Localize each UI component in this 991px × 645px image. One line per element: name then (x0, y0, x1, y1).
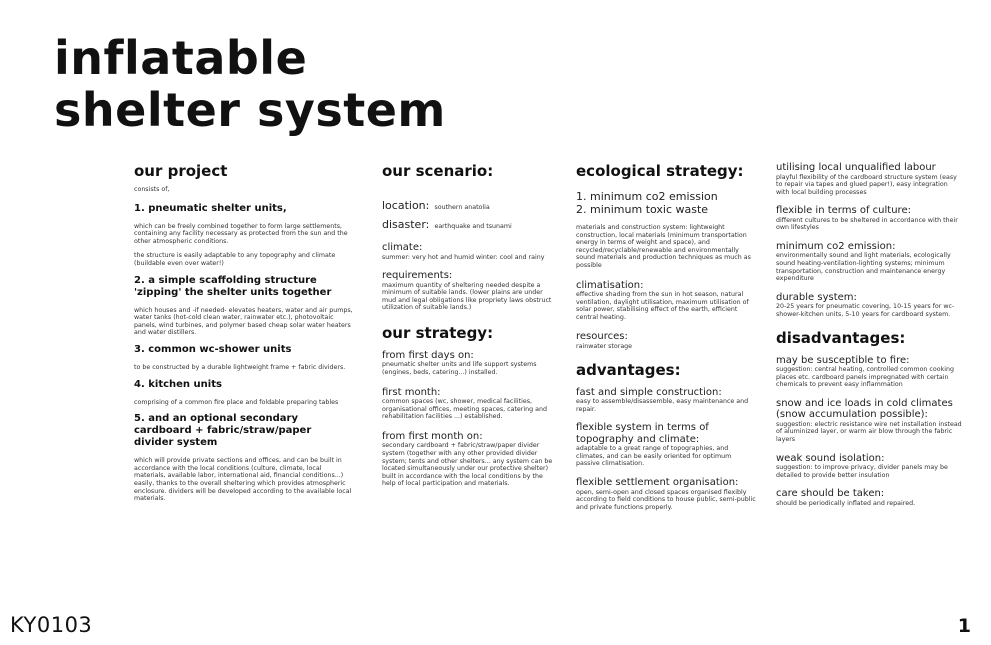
advantage-1-label: fast and simple construction: (576, 386, 722, 398)
disadvantage-care-body: should be periodically inflated and repaired. (776, 499, 916, 507)
page-number: 1 (957, 615, 971, 637)
location-value: southern anatolia (434, 204, 490, 211)
requirements-label: requirements: (382, 270, 453, 282)
advantage-durable-body: 20-25 years for pneumatic covering, 10-15 years for wc-shower-kitchen units, 5-10 years for cardboard system. (776, 303, 955, 318)
strategy-first-month-body: common spaces (wc, shower, medical facilities, organisational offices, meeting spaces, catering and rehabilitation facilities ...) established. (382, 398, 547, 421)
our-strategy-heading: our strategy: (382, 323, 494, 342)
advantage-2-label: flexible system in terms of topography and climate: (576, 422, 709, 445)
advantage-3-label: flexible settlement organisation: (576, 477, 739, 488)
item2-body: which houses and -if needed- elevates heaters, water and air pumps, water tanks (hot-cold clean water, rainwater etc.), photovoltaic panels, wind turbines, and polymer based cheap solar water heaters and water distillers. (134, 306, 353, 337)
strategy-after-first-month-label: from first month on: (382, 430, 483, 442)
resources-body: rainwater storage (576, 342, 633, 350)
disadvantage-snow-label: snow and ice loads in cold climates (snow accumulation possible): (776, 397, 953, 421)
strategy-first-days-body: pneumatic shelter units and life support systems (engines, beds, catering...) installed. (382, 361, 537, 377)
title-line-1: inflatable (54, 31, 308, 85)
climatisation-label: climatisation: (576, 279, 644, 291)
strategy-first-month-label: first month: (382, 386, 441, 398)
advantage-durable-label: durable system: (776, 291, 857, 303)
eco-point-1: 1. minimum co2 emission (576, 190, 718, 203)
column-our-project (134, 162, 354, 510)
climatisation-body: effective shading from the sun in hot season, natural ventilation, daylight utilisation, maximum utilisation of solar power, stabilising effect of the earth, efficient central heating. (576, 291, 749, 321)
eco-point-2: 2. minimum toxic waste (576, 203, 709, 216)
advantage-3-body: open, semi-open and closed spaces organised flexibly according to field conditions to house public, semi-public and private functions properly. (576, 488, 756, 511)
advantage-culture-label: flexible in terms of culture: (776, 205, 911, 217)
climate-label: climate: (382, 242, 423, 253)
disadvantage-sound-body: suggestion: to improve privacy, divider panels may be detailed to provide better insulation (776, 464, 948, 479)
our-project-intro: consists of, (134, 186, 170, 193)
advantage-labour-label: utilising local unqualified labour (776, 162, 936, 173)
item5-title: 5. and an optional secondary cardboard + fabric/straw/paper divider system (134, 413, 312, 449)
item3-body: to be constructed by a durable lightweight frame + fabric dividers. (134, 363, 346, 371)
disadvantages-heading: disadvantages: (776, 328, 906, 347)
item5-body: which will provide private sections and offices, and can be built in accordance with the local conditions (culture, climate, local materials, available labor, international aid, financial conditions...) easily, thanks to the overall sheltering which provides atmospheric enclosure. dividers will be developed according to the available local materials. (134, 457, 352, 503)
item4-title: 4. kitchen units (134, 378, 222, 390)
advantage-co2-body: environmentally sound and light materials, ecologically sound heating-ventilation-lighting systems; minimum transportation, construction and maintenance energy expenditure (776, 252, 951, 283)
advantage-2-body: adaptable to a great range of topographies, and climates, and can be easily oriented for optimum passive climatisation. (576, 445, 732, 468)
location-label: location: (382, 199, 430, 212)
disadvantage-snow-body: suggestion: electric resistance wire net installation instead of aluminized layer, or warm air blow through the fabric layers (776, 420, 962, 443)
advantage-labour-body: playful flexibility of the cardboard structure system (easy to repair via tapes and glued paper!), easy integration with local building processes (776, 173, 957, 196)
item4-body: comprising of a common fire place and foldable preparing tables (134, 398, 339, 406)
climate-body: summer: very hot and humid winter: cool and rainy (382, 253, 545, 261)
resources-label: resources: (576, 331, 628, 343)
title-line-2: shelter system (54, 83, 446, 137)
item1-body: which can be freely combined together to form large settlements, containing any facility necessary as protected from the sun and the other atmospheric conditions. (134, 222, 348, 245)
materials-body: materials and construction system: lightweight construction, local materials (minimum transportation energy in terms of weight and space), and recycled/recyclable/renewable and environmentally sound materials and production techniques as much as possible (576, 224, 751, 269)
advantage-1-body: easy to assemble/disassemble, easy maintenance and repair. (576, 398, 749, 413)
our-project-heading: our project (134, 162, 228, 180)
advantages-heading: advantages: (576, 360, 681, 379)
column-advantages-disadvantages (776, 162, 962, 514)
ecological-strategy-heading: ecological strategy: (576, 162, 744, 180)
requirements-body: maximum quantity of sheltering needed despite a minimum of suitable lands. (lower plains are under mud and legal obligations like propriety laws obstruct utilization of suitable lands.) (382, 281, 552, 312)
strategy-first-days-label: from first days on: (382, 349, 474, 361)
disadvantage-fire-body: suggestion: central heating, controlled common cooking places etc. cardboard panels impregnated with certain chemicals to prevent easy inflammation (776, 366, 954, 389)
strategy-after-first-month-body: secondary cardboard + fabric/straw/paper divider system (together with any other provided divider system; tents and other shelters... any system can be located simultaneously under our protective shelter) built in accordance with the local conditions by the help of local participation and materials. (382, 442, 553, 488)
column-ecology-advantages (576, 162, 756, 518)
disadvantage-care-label: care should be taken: (776, 488, 885, 500)
item2-title: 2. a simple scaffolding structure 'zipping' the shelter units together (134, 274, 332, 298)
advantage-co2-label: minimum co2 emission: (776, 240, 896, 252)
disaster-label: disaster: (382, 218, 430, 231)
our-scenario-heading: our scenario: (382, 162, 494, 180)
disadvantage-fire-label: may be susceptible to fire: (776, 354, 910, 366)
item1-body2: the structure is easily adaptable to any topography and climate (buildable even over water!) (134, 252, 336, 267)
advantage-culture-body: different cultures to be sheltered in accordance with their own lifestyles (776, 216, 958, 232)
column-scenario-strategy (382, 162, 554, 495)
disaster-value: earthquake and tsunami (434, 223, 512, 230)
location-line (382, 194, 554, 213)
page-title (54, 32, 446, 136)
disadvantage-sound-label: weak sound isolation: (776, 452, 885, 464)
item1-title: 1. pneumatic shelter units, (134, 202, 287, 214)
disaster-line (382, 213, 554, 232)
document-code: KY0103 (10, 613, 93, 637)
item3-title: 3. common wc-shower units (134, 343, 292, 355)
